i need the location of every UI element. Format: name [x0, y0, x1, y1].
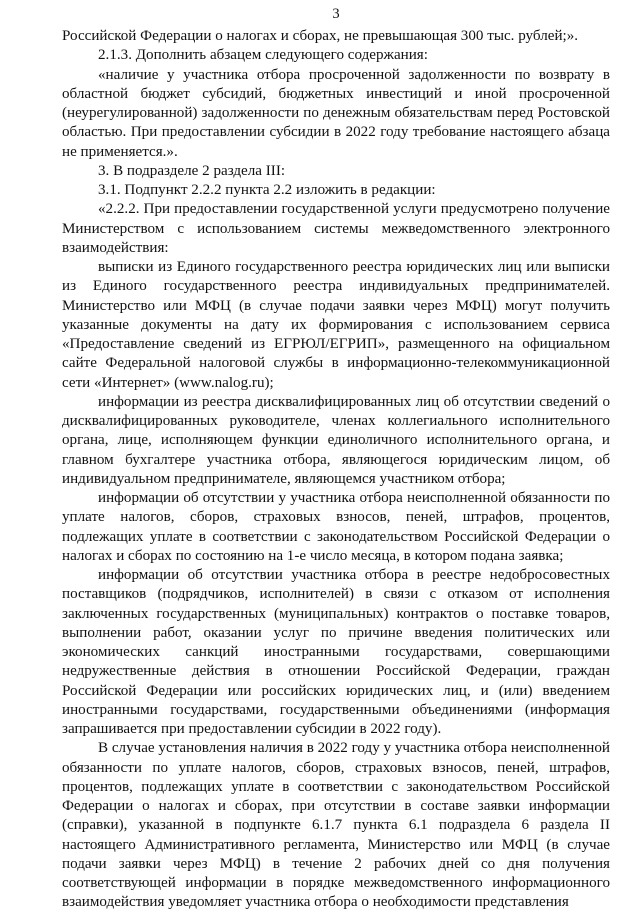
paragraph-quoted-clause: «наличие у участника отбора просроченной задолженности по возврату в областной бюджет субсидий, бюджетных инвестиций и иной просроченной (неурегулированной) задолженности по денежным обязательствам перед Ростовской областью. При предоставлении субсидии в 2022 году требование настоящего абзаца не применяется.». [62, 66, 610, 160]
paragraph-continuation: Российской Федерации о налогах и сборах, не превышающая 300 тыс. рублей;». [62, 28, 579, 44]
paragraph-egrul-extract: выписки из Единого государственного реестра юридических лиц или выписки из Единого государственного реестра индивидуальных предпринимателей. Министерство или МФЦ (в случае подачи заявки через МФЦ) могут получить указанные документы на дату их формирования с использованием сервиса «Предоставление сведений из ЕГРЮЛ/ЕГРИП», размещенного на официальном сайте Федеральной налоговой службы в информационно-телекоммуникационной сети «Интернет» (www.nalog.ru); [62, 259, 610, 391]
paragraph-tax-debt-case: В случае установления наличия в 2022 году у участника отбора неисполненной обязанности по уплате налогов, сборов, страховых взносов, пеней, штрафов, процентов, подлежащих уплате в соответствии с законодательством Российской Федерации о налогах и сборах, при отсутствии в составе заявки информации (справки), указанной в подпункте 6.1.7 пункта 6.1 подраздела 6 раздела II настоящего Административного регламента, Министерство или МФЦ (в случае подачи заявки через МФЦ) в течение 2 рабочих дней со дня получения соответствующей информации в порядке межведомственного информационного взаимодействия уведомляет участника отбора о необходимости представления [62, 740, 610, 911]
paragraph-unfair-suppliers: информации об отсутствии участника отбора в реестре недобросовестных поставщиков (подрядчиков, исполнителей) в связи с отказом от исполнения заключенных государственных (муниципальных) контрактов о поставке товаров, выполнении работ, оказании услуг по причине введения политических или экономических санкций иностранными государствами, совершающими недружественные действия в отношении Российской Федерации, граждан Российской Федерации или российских юридических лиц, и (или) введением иностранными государствами, государственными объединениями (информация запрашивается при предоставлении субсидии в 2022 году). [62, 567, 610, 737]
paragraph-item-3: 3. В подразделе 2 раздела III: [98, 162, 286, 179]
paragraph-item-3-1: 3.1. Подпункт 2.2.2 пункта 2.2 изложить в редакции: [98, 182, 436, 198]
paragraph-item-2-2-2: «2.2.2. При предоставлении государственной услуги предусмотрено получение Министерством с использованием системы межведомственного электронного взаимодействия: [62, 201, 610, 256]
paragraph-disqualified-registry: информации из реестра дисквалифицированных лиц об отсутствии сведений о дисквалифицированных руководителе, членах коллегиального исполнительного органа, лице, исполняющем функции единоличного исполнительного органа, и главном бухгалтере участника отбора, являющегося юридическим лицом, об индивидуальном предпринимателе, являющемся участником отбора; [62, 393, 610, 487]
document-page [62, 6, 610, 913]
page-number: 3 [332, 6, 340, 22]
paragraph-tax-obligations: информации об отсутствии у участника отбора неисполненной обязанности по уплате налогов, сборов, страховых взносов, пеней, штрафов, процентов, подлежащих уплате в соответствии с законодательством Российской Федерации о налогах и сборах по состоянию на 1-е число месяца, в котором подана заявка; [62, 490, 610, 564]
paragraph-item-2-1-3: 2.1.3. Дополнить абзацем следующего содержания: [98, 47, 428, 64]
